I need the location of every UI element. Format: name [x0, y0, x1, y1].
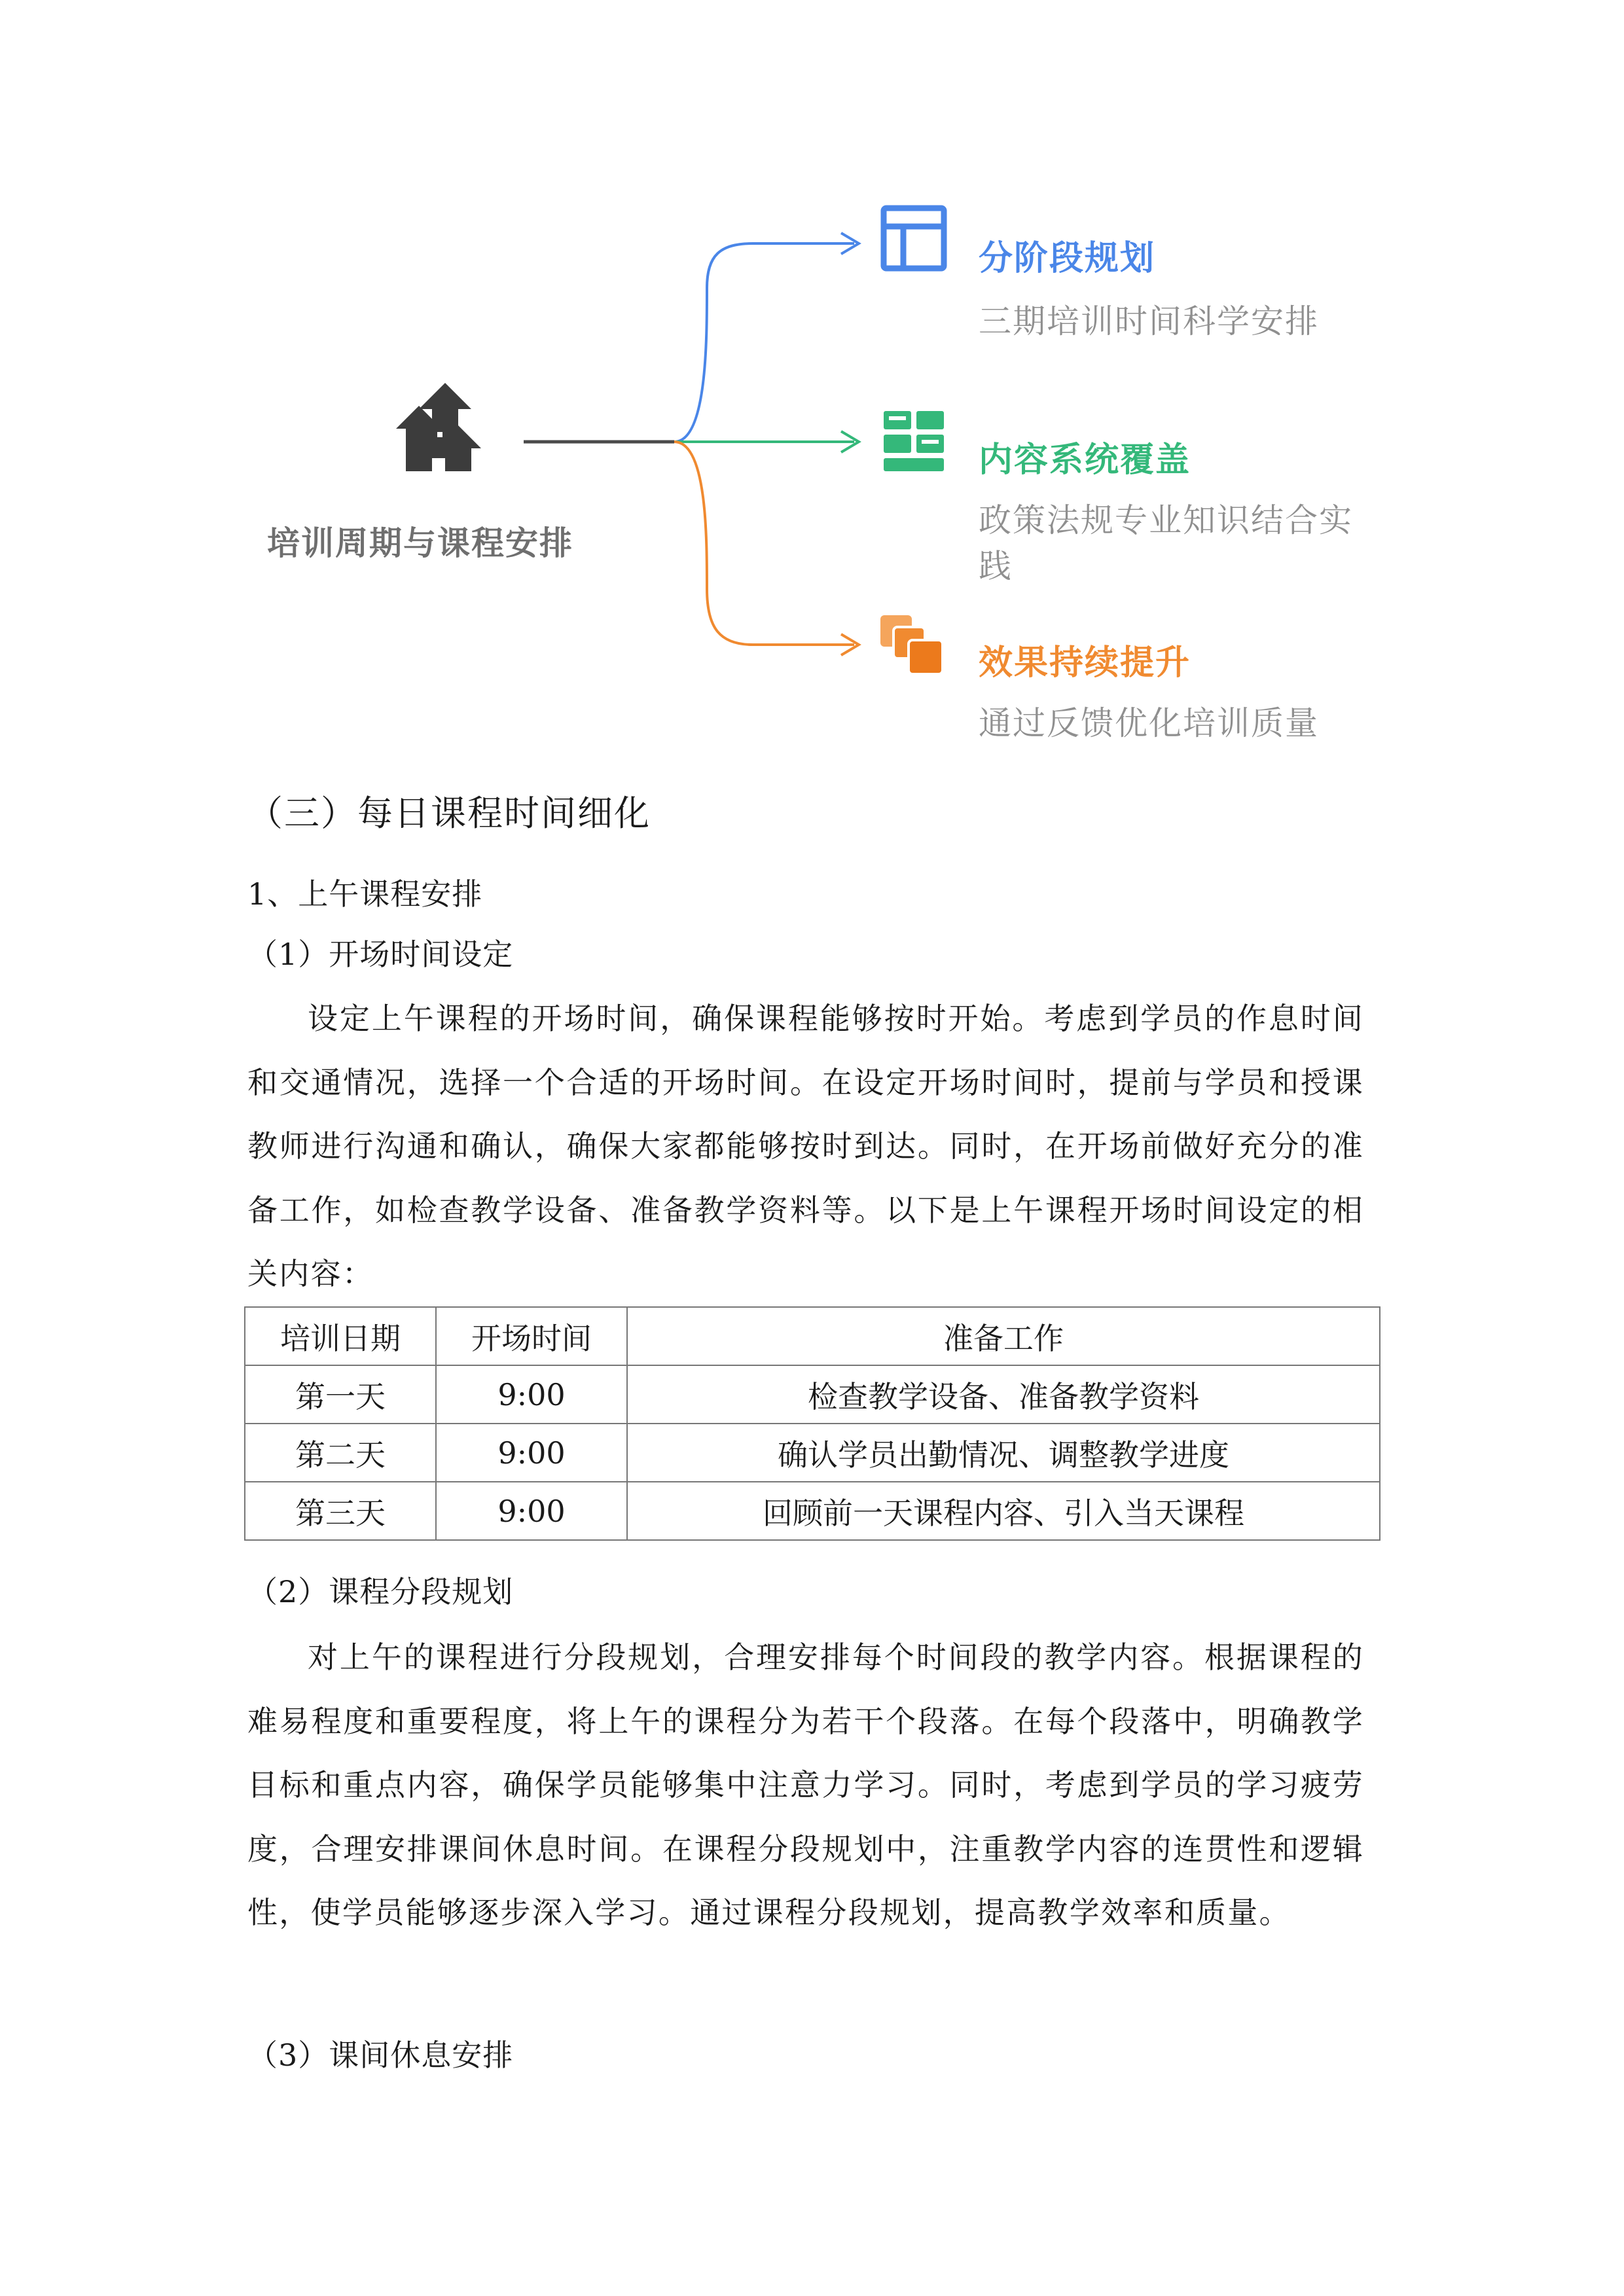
table-row — [245, 1482, 1380, 1540]
table-cell-prep: 检查教学设备、准备教学资料 — [627, 1365, 1380, 1424]
item-1-title: （1）开场时间设定 — [247, 937, 514, 972]
branch-connector-1 — [674, 243, 854, 442]
table-cell-prep: 确认学员出勤情况、调整教学进度 — [627, 1424, 1380, 1482]
branch-1-title: 分阶段规划 — [979, 239, 1156, 278]
branch-connector-3 — [674, 442, 854, 645]
table-cell-time: 9:00 — [436, 1365, 627, 1424]
item-2-title: （2）课程分段规划 — [247, 1574, 514, 1609]
stacked-squares-icon — [880, 615, 943, 674]
grid-blocks-icon — [884, 411, 944, 471]
table-layout-icon — [884, 208, 944, 268]
table-header-cell: 培训日期 — [245, 1307, 436, 1365]
section-heading: （三）每日课程时间细化 — [247, 793, 651, 834]
branch-3-title: 效果持续提升 — [979, 643, 1191, 683]
mindmap-connectors — [0, 0, 1624, 785]
branch-1-desc: 三期培训时间科学安排 — [979, 302, 1319, 340]
item-3-title: （3）课间休息安排 — [247, 2037, 514, 2073]
mindmap-root-title: 培训周期与课程安排 — [267, 524, 573, 562]
branch-3-desc: 通过反馈优化培训质量 — [979, 704, 1319, 742]
table-header-row — [245, 1307, 1380, 1365]
table-cell-time: 9:00 — [436, 1424, 627, 1482]
table-row — [245, 1365, 1380, 1424]
table-cell-date: 第三天 — [245, 1482, 436, 1540]
table-header-cell: 开场时间 — [436, 1307, 627, 1365]
item-1-paragraph: 设定上午课程的开场时间，确保课程能够按时开始。考虑到学员的作息时间和交通情况，选择一个合适的开场时间。在设定开场时间时，提前与学员和授课教师进行沟通和确认，确保大家都能够按时到达。同时，在开场前做好充分的准备工作，如检查教学设备、准备教学资料等。以下是上午课程开场时间设定的相关内容： — [247, 1001, 1364, 1291]
item-2-paragraph: 对上午的课程进行分段规划，合理安排每个时间段的教学内容。根据课程的难易程度和重要程度，将上午的课程分为若干个段落。在每个段落中，明确教学目标和重点内容，确保学员能够集中注意力学习。同时，考虑到学员的学习疲劳度，合理安排课间休息时间。在课程分段规划中，注重教学内容的连贯性和逻辑性，使学员能够逐步深入学习。通过课程分段规划，提高教学效率和质量。 — [247, 1640, 1364, 1930]
table-header-cell: 准备工作 — [627, 1307, 1380, 1365]
growth-arrows-icon — [396, 383, 481, 471]
branch-2-title: 内容系统覆盖 — [979, 440, 1191, 480]
table-cell-date: 第一天 — [245, 1365, 436, 1424]
subsection-title: 1、上午课程安排 — [247, 876, 483, 912]
branch-2-desc: 政策法规专业知识结合实践 — [979, 501, 1353, 585]
mindmap-diagram — [0, 0, 1624, 785]
schedule-table — [244, 1306, 1380, 1541]
table-cell-time: 9:00 — [436, 1482, 627, 1540]
table-cell-date: 第二天 — [245, 1424, 436, 1482]
table-row — [245, 1424, 1380, 1482]
table-cell-prep: 回顾前一天课程内容、引入当天课程 — [627, 1482, 1380, 1540]
